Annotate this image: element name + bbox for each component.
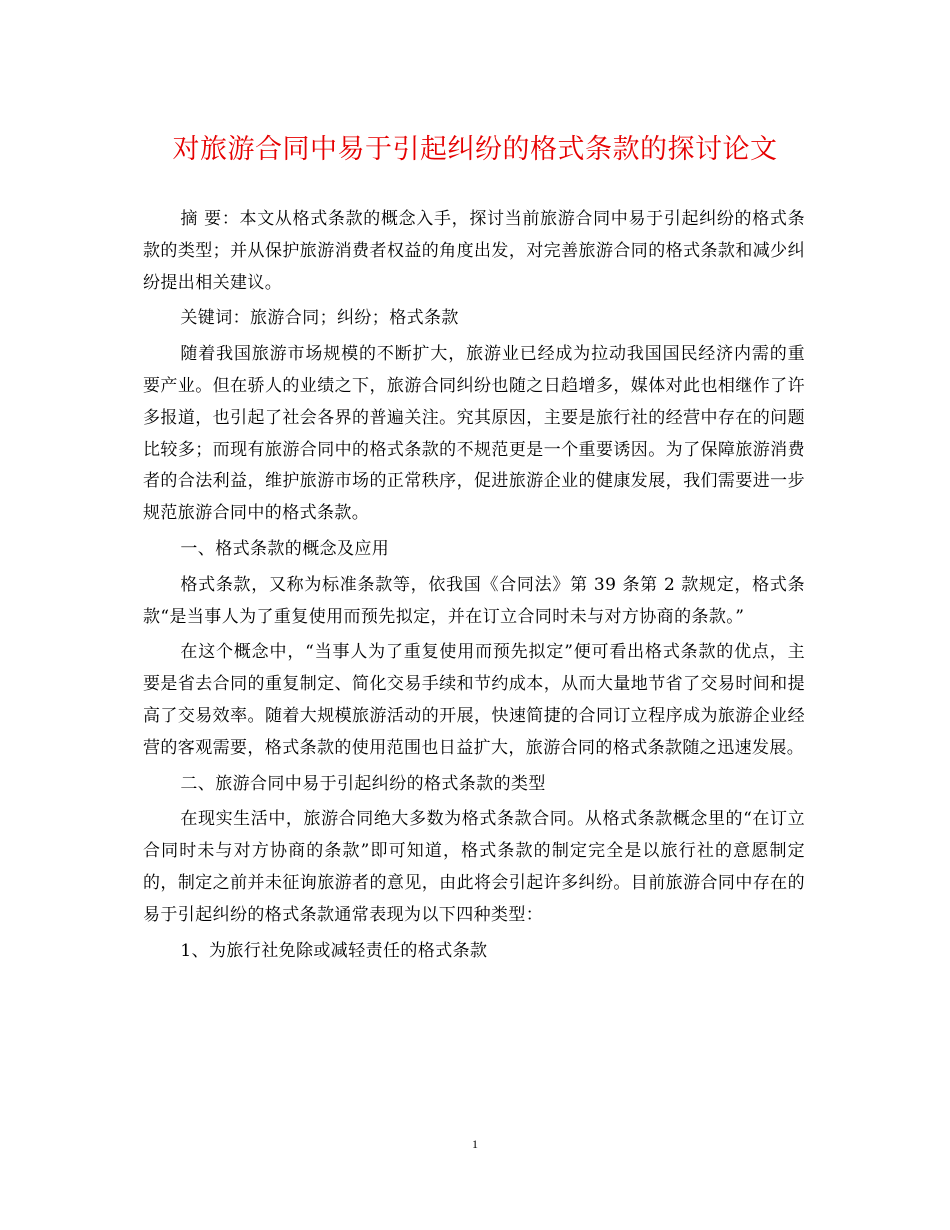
intro-paragraph: 随着我国旅游市场规模的不断扩大，旅游业已经成为拉动我国国民经济内需的重要产业。但在骄人的业绩之下，旅游合同纠纷也随之日趋增多，媒体对此也相继作了许多报道，也引起了社会各界的普遍关注。究其原因，主要是旅行社的经营中存在的问题比较多；而现有旅游合同中的格式条款的不规范更是一个重要诱因。为了保障旅游消费者的合法利益，维护旅游市场的正常秩序，促进旅游企业的健康发展，我们需要进一步规范旅游合同中的格式条款。 xyxy=(143,344,805,524)
section-heading-1: 一、格式条款的概念及应用 xyxy=(180,538,390,559)
abstract-paragraph: 摘 要：本文从格式条款的概念入手，探讨当前旅游合同中易于引起纠纷的格式条款的类型；并从保护旅游消费者权益的角度出发，对完善旅游合同的格式条款和减少纠纷提出相关建议。 xyxy=(143,209,805,293)
keywords-paragraph: 关键词：旅游合同；纠纷；格式条款 xyxy=(180,308,459,329)
document-body xyxy=(143,204,805,967)
section-heading-2: 二、旅游合同中易于引起纠纷的格式条款的类型 xyxy=(180,773,546,794)
page-number: 1 xyxy=(472,1137,478,1151)
definition-paragraph: 格式条款，又称为标准条款等，依我国《合同法》第 39 条第 2 款规定，格式条款“是当事人为了重复使用而预先拟定，并在订立合同时未与对方协商的条款。” xyxy=(143,574,805,627)
document-title: 对旅游合同中易于引起纠纷的格式条款的探讨论文 xyxy=(172,134,778,165)
subsection-heading-1: 1、为旅行社免除或减轻责任的格式条款 xyxy=(180,940,488,961)
concept-paragraph: 在这个概念中，“当事人为了重复使用而预先拟定”便可看出格式条款的优点，主要是省去合同的重复制定、简化交易手续和节约成本，从而大量地节省了交易时间和提高了交易效率。随着大规模旅游活动的开展，快速简捷的合同订立程序成为旅游企业经营的客观需要，格式条款的使用范围也日益扩大，旅游合同的格式条款随之迅速发展。 xyxy=(143,642,805,758)
types-paragraph: 在现实生活中，旅游合同绝大多数为格式条款合同。从格式条款概念里的“在订立合同时未与对方协商的条款”即可知道，格式条款的制定完全是以旅行社的意愿制定的，制定之前并未征询旅游者的意见，由此将会引起许多纠纷。目前旅游合同中存在的易于引起纠纷的格式条款通常表现为以下四种类型： xyxy=(143,809,805,925)
